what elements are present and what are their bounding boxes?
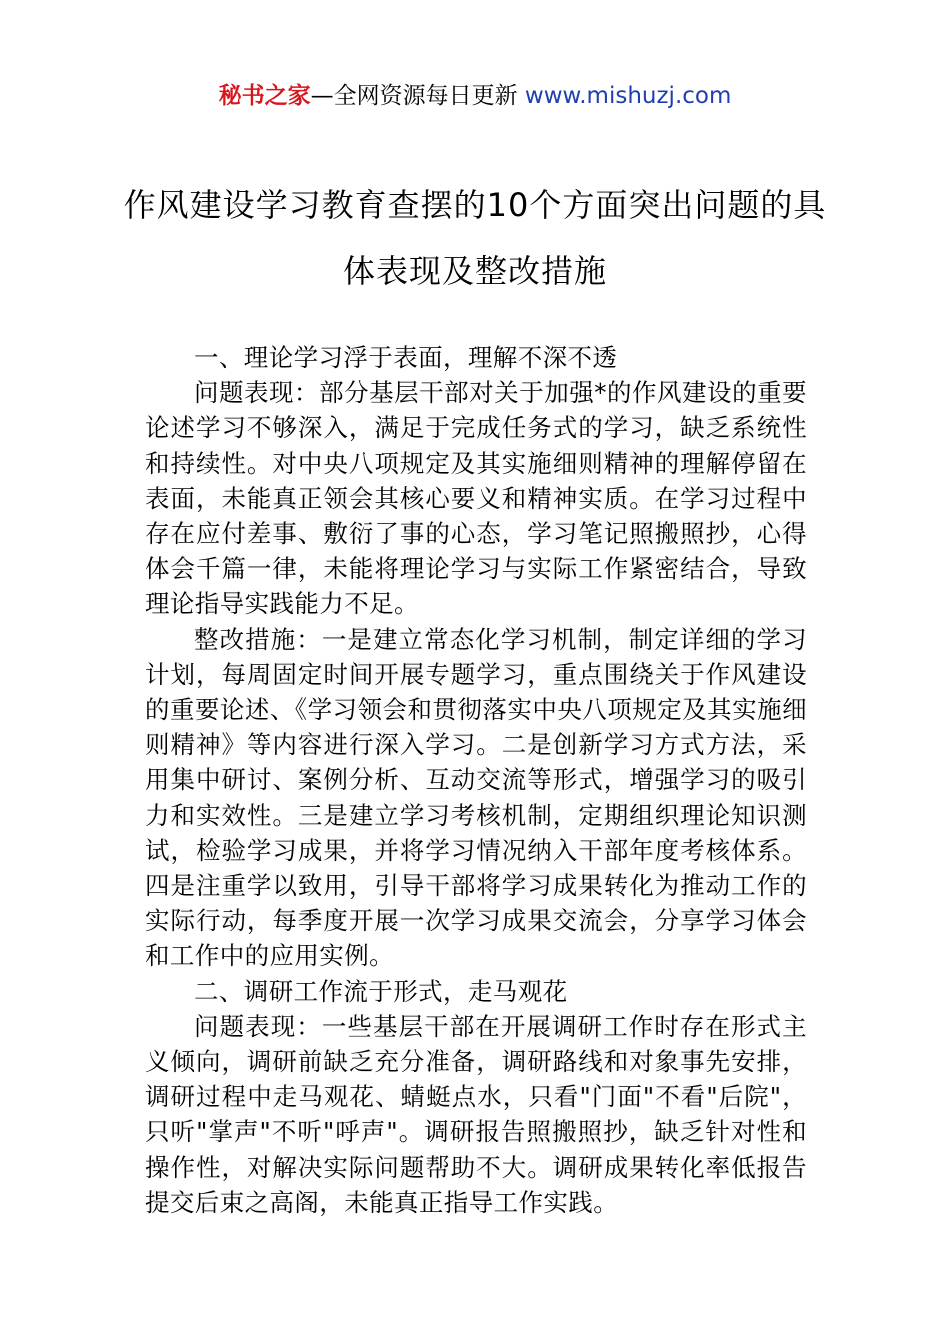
site-brand: 秘书之家 <box>218 83 311 109</box>
measures-paragraph: 整改措施：一是建立常态化学习机制，制定详细的学习计划，每周固定时间开展专题学习，重点围绕关于作风建设的重要论述、《学习领会和贯彻落实中央八项规定及其实施细则精神》等内容进行深入学习。二是创新学习方式方法，采用集中研讨、案例分析、互动交流等形式，增强学习的吸引力和实效性。三是建立学习考核机制，定期组织理论知识测试，检验学习成果，并将学习情况纳入干部年度考核体系。四是注重学以致用，引导干部将学习成果转化为推动工作的实际行动，每季度开展一次学习成果交流会，分享学习体会和工作中的应用实例。 <box>145 624 807 971</box>
problem-paragraph: 问题表现：部分基层干部对关于加强*的作风建设的重要论述学习不够深入，满足于完成任务式的学习，缺乏系统性和持续性。对中央八项规定及其实施细则精神的理解停留在表面，未能真正领会其核心要义和精神实质。在学习过程中存在应付差事、敷衍了事的心态，学习笔记照搬照抄，心得体会千篇一律，未能将理论学习与实际工作紧密结合，导致理论指导实践能力不足。 <box>145 378 807 619</box>
document-body <box>145 340 807 1220</box>
document-title: 作风建设学习教育查摆的10个方面突出问题的具体表现及整改措施 <box>123 186 827 290</box>
section-heading: 二、调研工作流于形式，走马观花 <box>194 976 568 1006</box>
site-url-link[interactable]: www.mishuzj.com <box>524 83 732 109</box>
section-heading: 一、理论学习浮于表面，理解不深不透 <box>194 343 618 372</box>
site-tagline: —全网资源每日更新 <box>310 83 525 109</box>
problem-paragraph: 问题表现：一些基层干部在开展调研工作时存在形式主义倾向，调研前缺乏充分准备，调研路线和对象事先安排，调研过程中走马观花、蜻蜓点水，只看"门面"不看"后院"，只听"掌声"不听"呼声"。调研报告照搬照抄，缺乏针对性和操作性，对解决实际问题帮助不大。调研成果转化率低报告提交后束之高阁，未能真正指导工作实践。 <box>145 1011 807 1217</box>
site-header <box>0 80 950 112</box>
